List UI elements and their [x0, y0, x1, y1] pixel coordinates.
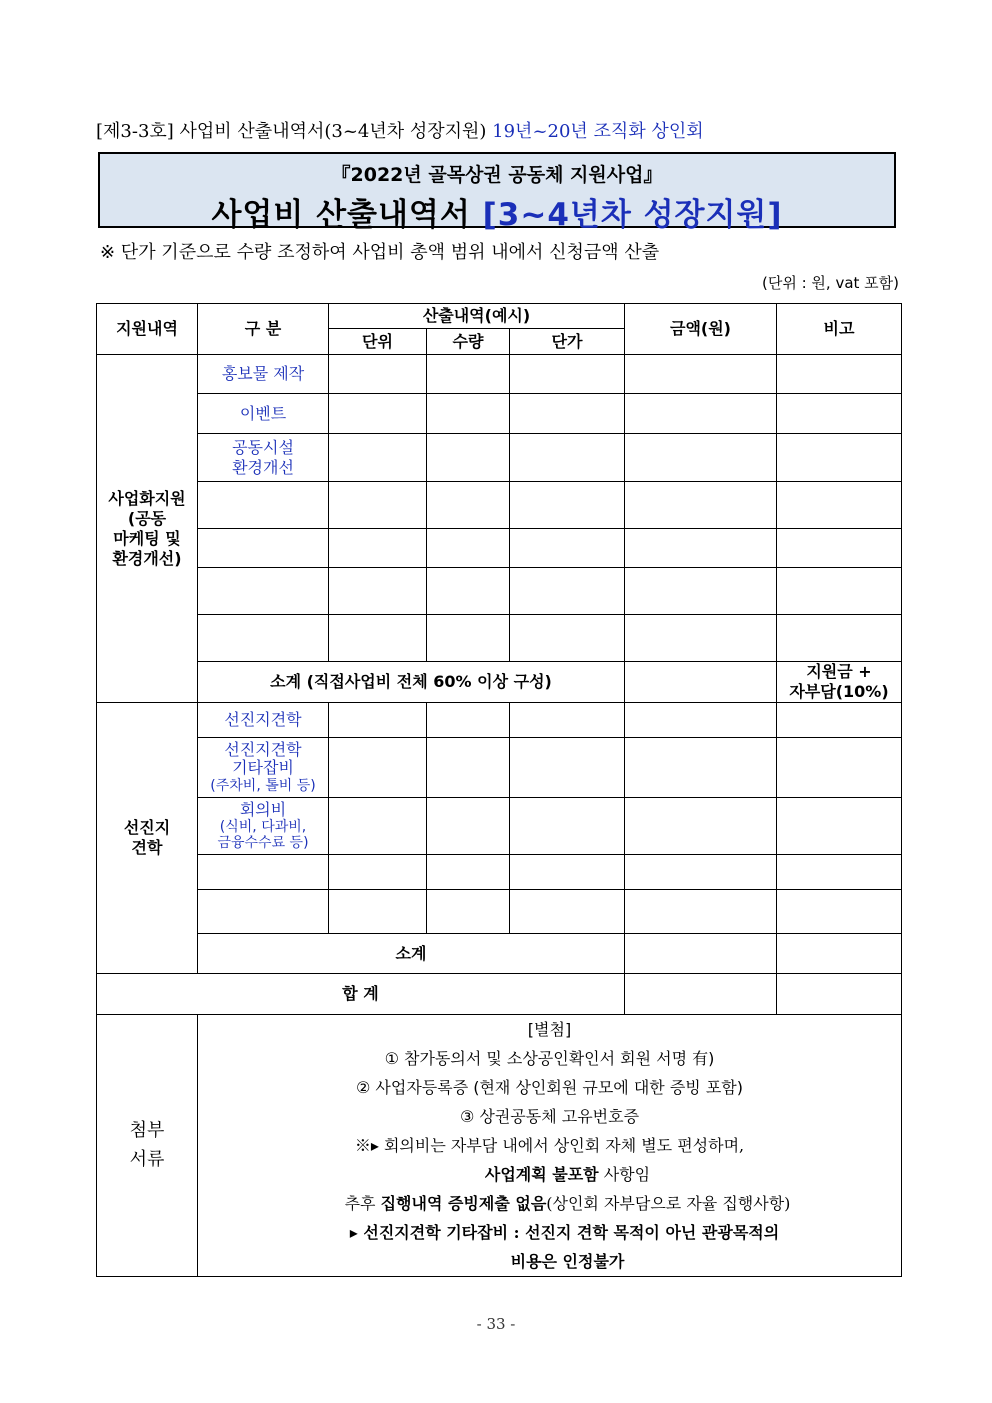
header-remark: 비고 [777, 304, 902, 355]
cell-remark[interactable] [777, 434, 902, 482]
budget-table [96, 303, 902, 1277]
cell-price[interactable] [510, 355, 625, 394]
item-blank[interactable] [198, 615, 329, 662]
instruction-note: ※ 단가 기준으로 수량 조정하여 사업비 총액 범위 내에서 신청금액 산출 [100, 242, 660, 263]
cell-amount[interactable] [625, 855, 777, 890]
attach-line-3: ③ 상권공동체 고유번호증 [459, 1107, 640, 1126]
cell-unit[interactable] [329, 890, 427, 934]
header-qty: 수량 [427, 329, 510, 355]
section1-subtotal-label: 소계 (직접사업비 전체 60% 이상 구성) [198, 662, 625, 703]
total-label: 합 계 [97, 974, 625, 1015]
cell-qty[interactable] [427, 482, 510, 529]
cell-remark[interactable] [777, 855, 902, 890]
cell-unit[interactable] [329, 615, 427, 662]
item-blank[interactable] [198, 482, 329, 529]
header-calc: 산출내역(예시) [329, 304, 625, 329]
header-price: 단가 [510, 329, 625, 355]
cell-price[interactable] [510, 738, 625, 798]
attach-line-2: ② 사업자등록증 (현재 상인회원 규모에 대한 증빙 포함) [355, 1078, 743, 1097]
item-meeting: 회의비 (식비, 다과비, 금융수수료 등) [198, 798, 329, 855]
attach-line-6: 추후 집행내역 증빙제출 없음(상인회 자부담으로 자율 집행사항) [344, 1194, 791, 1213]
cell-qty[interactable] [427, 855, 510, 890]
cell-amount[interactable] [625, 738, 777, 798]
item-event: 이벤트 [198, 394, 329, 434]
cell-qty[interactable] [427, 394, 510, 434]
cell-amount[interactable] [625, 798, 777, 855]
cell-unit[interactable] [329, 568, 427, 615]
item-blank[interactable] [198, 855, 329, 890]
cell-price[interactable] [510, 568, 625, 615]
form-code-target: 19년~20년 조직화 상인회 [492, 121, 704, 142]
cell-amount[interactable] [625, 529, 777, 568]
page-number: - 33 - [476, 1315, 516, 1333]
cell-remark[interactable] [777, 703, 902, 738]
cell-amount[interactable] [625, 434, 777, 482]
header-support: 지원내역 [97, 304, 198, 355]
page-title: 사업비 산출내역서 [3~4년차 성장지원] [211, 197, 783, 233]
item-tour: 선진지견학 [198, 703, 329, 738]
cell-price[interactable] [510, 890, 625, 934]
cell-price[interactable] [510, 703, 625, 738]
cell-qty[interactable] [427, 738, 510, 798]
total-amount[interactable] [625, 974, 777, 1015]
section1-label: 사업화지원 (공동 마케팅 및 환경개선) [97, 355, 198, 703]
cell-qty[interactable] [427, 529, 510, 568]
cell-qty[interactable] [427, 568, 510, 615]
cell-remark[interactable] [777, 482, 902, 529]
cell-amount[interactable] [625, 355, 777, 394]
header-category: 구 분 [198, 304, 329, 355]
cell-unit[interactable] [329, 798, 427, 855]
cell-remark[interactable] [777, 798, 902, 855]
cell-amount[interactable] [625, 568, 777, 615]
item-blank[interactable] [198, 890, 329, 934]
cell-price[interactable] [510, 394, 625, 434]
cell-unit[interactable] [329, 738, 427, 798]
cell-unit[interactable] [329, 434, 427, 482]
cell-amount[interactable] [625, 394, 777, 434]
cell-price[interactable] [510, 615, 625, 662]
item-promo: 홍보물 제작 [198, 355, 329, 394]
cell-qty[interactable] [427, 798, 510, 855]
attach-line-1: ① 참가동의서 및 소상공인확인서 회원 서명 有) [384, 1049, 715, 1068]
cell-unit[interactable] [329, 355, 427, 394]
cell-price[interactable] [510, 798, 625, 855]
section2-subtotal-amount[interactable] [625, 934, 777, 974]
unit-note: (단위 : 원, vat 포함) [762, 274, 899, 292]
form-code: [제3-3호] 사업비 산출내역서(3~4년차 성장지원) 19년~20년 조직화 상인회 [96, 121, 704, 142]
item-blank[interactable] [198, 529, 329, 568]
cell-price[interactable] [510, 434, 625, 482]
cell-unit[interactable] [329, 529, 427, 568]
cell-remark[interactable] [777, 890, 902, 934]
section2-label: 선진지 견학 [97, 703, 198, 974]
cell-qty[interactable] [427, 890, 510, 934]
cell-amount[interactable] [625, 482, 777, 529]
cell-qty[interactable] [427, 703, 510, 738]
cell-remark[interactable] [777, 738, 902, 798]
title-subtitle: 『2022년 골목상권 공동체 지원사업』 [331, 164, 663, 186]
cell-qty[interactable] [427, 434, 510, 482]
header-amount: 금액(원) [625, 304, 777, 355]
attach-label: 첨부 서류 [97, 1015, 198, 1277]
cell-unit[interactable] [329, 703, 427, 738]
section2-subtotal-remark[interactable] [777, 934, 902, 974]
cell-remark[interactable] [777, 568, 902, 615]
cell-price[interactable] [510, 855, 625, 890]
cell-amount[interactable] [625, 890, 777, 934]
title-box [98, 152, 896, 233]
attach-line-8: 비용은 인정불가 [510, 1252, 625, 1271]
cell-unit[interactable] [329, 394, 427, 434]
cell-qty[interactable] [427, 355, 510, 394]
cell-price[interactable] [510, 529, 625, 568]
cell-remark[interactable] [777, 529, 902, 568]
header-unit: 단위 [329, 329, 427, 355]
section1-subtotal-remark: 지원금 + 자부담(10%) [777, 662, 902, 703]
attach-line-5: 사업계획 불포함 사항임 [484, 1165, 651, 1184]
cell-price[interactable] [510, 482, 625, 529]
attach-line-4: ※▸ 회의비는 자부담 내에서 상인회 자체 별도 편성하며, [354, 1136, 745, 1155]
attach-content [198, 1015, 902, 1277]
cell-amount[interactable] [625, 703, 777, 738]
cell-remark[interactable] [777, 355, 902, 394]
cell-remark[interactable] [777, 394, 902, 434]
section1-subtotal-amount[interactable] [625, 662, 777, 703]
total-remark[interactable] [777, 974, 902, 1015]
cell-unit[interactable] [329, 855, 427, 890]
attach-heading: [별첨] [527, 1020, 572, 1039]
cell-qty[interactable] [427, 615, 510, 662]
cell-unit[interactable] [329, 482, 427, 529]
section2-subtotal-label: 소계 [198, 934, 625, 974]
item-facility: 공동시설 환경개선 [198, 434, 329, 482]
item-tour-misc: 선진지견학 기타잡비 (주차비, 톨비 등) [198, 738, 329, 798]
cell-amount[interactable] [625, 615, 777, 662]
attach-line-7: ▸ 선진지견학 기타잡비 : 선진지 견학 목적이 아닌 관광목적의 [349, 1223, 780, 1242]
cell-remark[interactable] [777, 615, 902, 662]
item-blank[interactable] [198, 568, 329, 615]
